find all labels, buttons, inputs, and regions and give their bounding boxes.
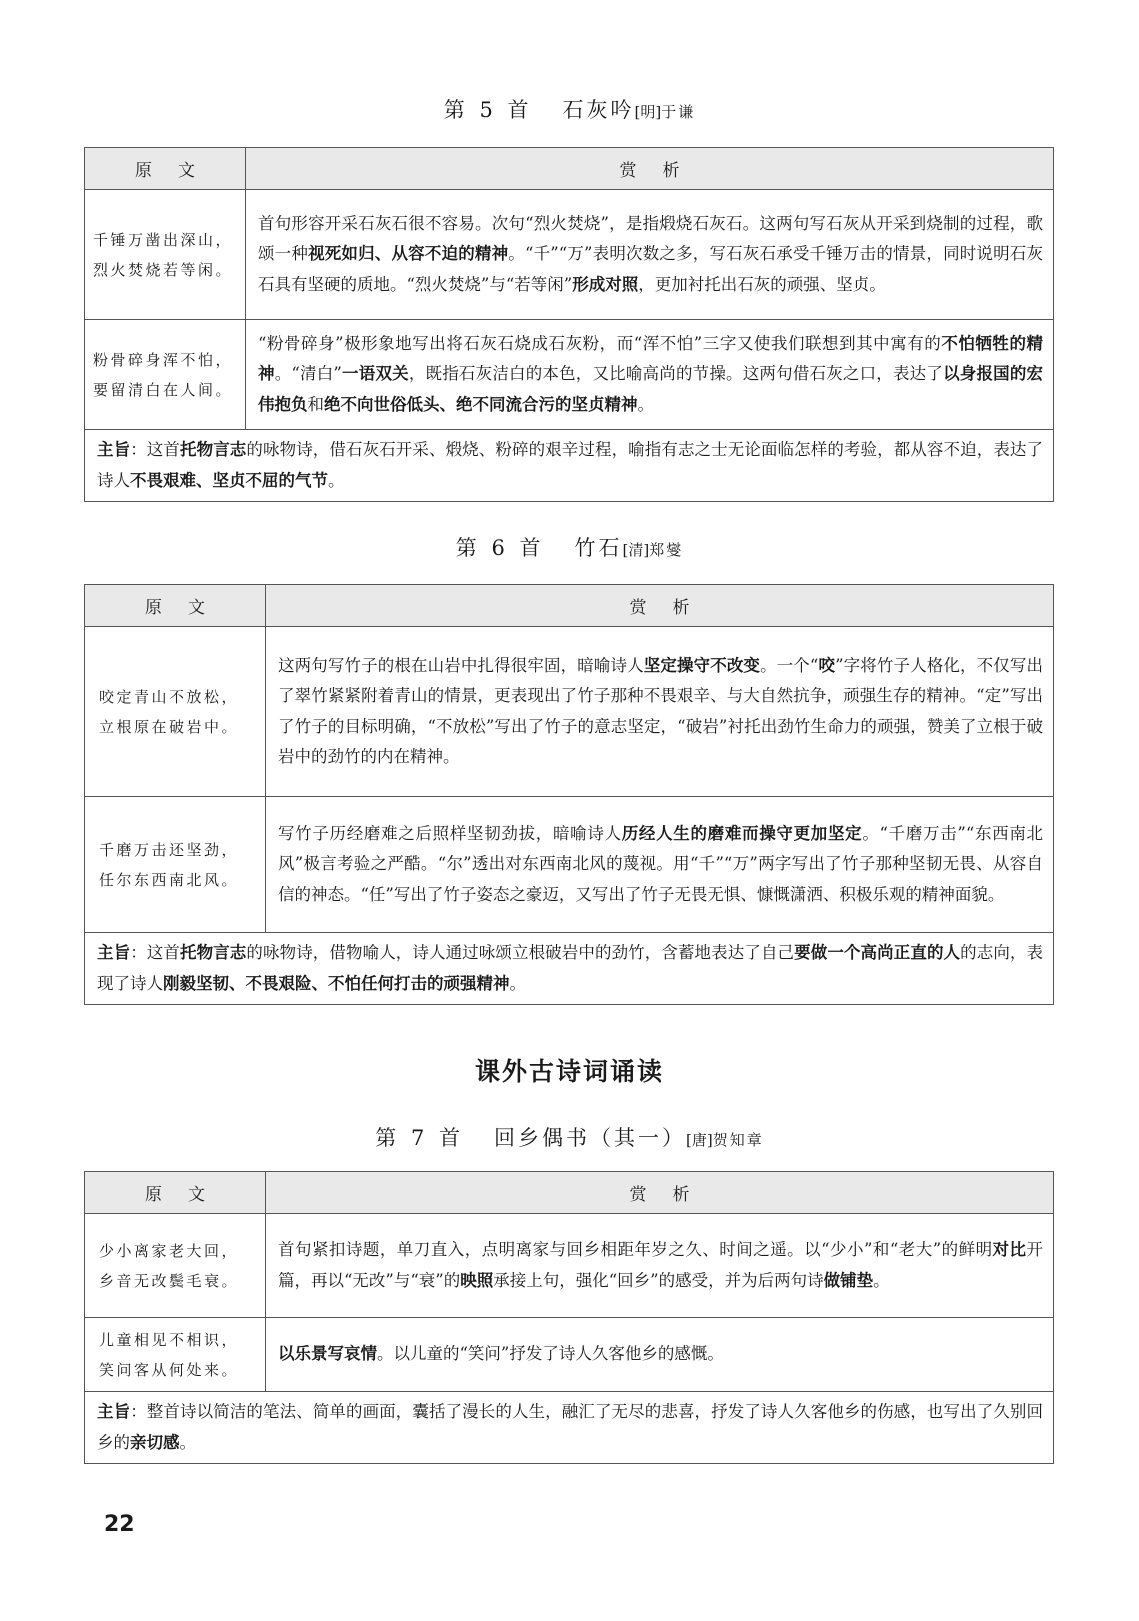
analysis-text	[266, 1318, 1054, 1392]
poem-7-title	[0, 1122, 1139, 1152]
highlight-text: 映照	[460, 1270, 494, 1290]
verse-line: 千磨万击还坚劲，	[99, 840, 240, 859]
verse-line: 乡音无改鬓毛衰。	[99, 1271, 240, 1290]
text-run: ”字将竹子人格化，不仅写出了翠竹紧紧附着青山的情景，更表现出了竹子那种不畏艰辛、与大自然抗争，顽强生存的精神。“定”写出了竹子的目标明确，“不放松”写出了竹子的意志坚定，“破岩”衬托出劲竹生命力的顽强，赞美了立根于破岩中的劲竹的内在精神。	[278, 655, 1044, 766]
text-run: ：整首诗以简洁的笔法、简单的画面，囊括了漫长的人生，融汇了无尽的悲喜，抒发了诗人久客他乡的伤感，也写出了久别回乡的	[97, 1402, 1044, 1452]
text-run: 写竹子历经磨难之后照样坚韧劲拔，暗喻诗人	[278, 823, 622, 843]
table-row	[85, 797, 1054, 933]
text-run: ，更加衬托出石灰的顽强、坚贞。	[638, 274, 886, 294]
text-run: 。以儿童的“笑问”抒发了诗人久客他乡的感慨。	[377, 1344, 724, 1364]
verse-line: 千锤万凿出深山，	[93, 230, 234, 249]
summary-row	[85, 933, 1054, 1005]
verse-line: 任尔东西南北风。	[99, 870, 240, 889]
poem-7-table	[84, 1171, 1054, 1464]
original-text	[85, 320, 246, 430]
text-run: 。“清白”	[274, 364, 342, 384]
header-shangxi: 赏析	[246, 148, 1054, 190]
verse-line: 少小离家老大回，	[99, 1241, 240, 1260]
text-run: 。一个“	[760, 655, 819, 675]
table-row	[85, 1318, 1054, 1392]
table-header-row	[85, 1172, 1054, 1214]
text-run: 。	[509, 973, 526, 993]
poem-name: 竹石	[574, 536, 623, 560]
poem-5-title	[0, 94, 1139, 124]
table-header-row	[85, 148, 1054, 190]
original-text	[85, 797, 266, 933]
text-run: 这两句写竹子的根在山岩中扎得很牢固，暗喻诗人	[278, 655, 644, 675]
poem-number: 第 6 首	[455, 536, 545, 560]
poem-6-table	[84, 584, 1054, 1005]
text-run: 。“千”“万”表明次数之多，写石灰石承受千锤万击的情景，同时说明石灰石具有坚硬的质地。“烈火焚烧”与“若等闲”	[258, 244, 1043, 294]
highlight-text: 以身报国的宏伟抱负	[258, 364, 1044, 414]
header-yuanwen: 原文	[85, 148, 246, 190]
summary-text	[85, 933, 1054, 1005]
text-run: 首句紧扣诗题，单刀直入，点明离家与回乡相距年岁之久、时间之遥。以“少小”和“老大”的鲜明	[278, 1240, 993, 1259]
analysis-text	[266, 627, 1054, 797]
poem-number: 第 7 首	[375, 1126, 464, 1150]
verse-line: 咬定青山不放松，	[99, 687, 240, 706]
poem-name: 石灰吟	[562, 98, 635, 122]
text-run: 开篇，再以“无改”与“衰”的	[278, 1240, 1043, 1290]
summary-text	[85, 430, 1054, 502]
poem-number: 第 5 首	[443, 98, 533, 122]
original-text	[85, 627, 266, 797]
section-title: 课外古诗词诵读	[474, 1057, 664, 1086]
poem-dynasty: [明]	[634, 103, 662, 121]
table-row	[85, 627, 1054, 797]
highlight-text: 不怕牺牲的精神	[258, 333, 1043, 384]
header-shangxi: 赏析	[266, 1172, 1054, 1214]
highlight-text: 以乐景写哀情	[278, 1344, 377, 1364]
highlight-text: 历经人生的磨难而操守更加坚定	[621, 823, 863, 843]
text-run: 的咏物诗，借物喻人，诗人通过咏颂立根破岩中的劲竹，含蓄地表达了自己	[246, 943, 795, 962]
verse-line: 粉骨碎身浑不怕，	[93, 350, 234, 369]
text-run: “粉骨碎身”极形象地写出将石灰石烧成石灰粉，而“浑不怕”三字又使我们联想到其中寓有的	[258, 333, 942, 353]
highlight-text: 对比	[992, 1240, 1027, 1259]
text-run: 。“千磨万击”“东西南北风”极言考验之严酷。“尔”透出对东西南北风的蔑视。用“千”“万”两字写出了竹子那种坚韧无畏、从容自信的神态。“任”写出了竹子姿态之豪迈，又写出了竹子无畏无惧、慷慨潇洒、积极乐观的精神面貌。	[278, 823, 1044, 904]
table-header-row	[85, 585, 1054, 627]
text-run: 的志向，表现了诗人	[97, 943, 1044, 993]
header-yuanwen: 原文	[85, 585, 266, 627]
page-number: 22	[104, 1512, 135, 1537]
text-run: ：这首	[130, 440, 180, 459]
poem-author: 贺知章	[712, 1131, 764, 1149]
highlight-text: 亲切感	[130, 1432, 180, 1452]
original-text	[85, 190, 246, 320]
text-run: 承接上句，强化“回乡”的感受，并为后两句诗	[493, 1270, 824, 1290]
highlight-text: 托物言志	[180, 440, 247, 459]
highlight-text: 绝不向世俗低头、绝不同流合污的坚贞精神	[324, 394, 638, 414]
original-text	[85, 1214, 266, 1318]
summary-row	[85, 430, 1054, 502]
highlight-text: 形成对照	[572, 274, 639, 294]
poem-6-title	[0, 532, 1139, 562]
table-row	[85, 320, 1054, 430]
verse-line: 立根原在破岩中。	[99, 717, 240, 736]
analysis-text	[246, 320, 1054, 430]
analysis-text	[266, 1214, 1054, 1318]
highlight-text: 坚定操守不改变	[643, 655, 761, 675]
highlight-text: 咬	[818, 655, 836, 675]
table-row	[85, 1214, 1054, 1318]
header-shangxi: 赏析	[266, 585, 1054, 627]
summary-text	[85, 1392, 1054, 1464]
text-run: 。	[328, 470, 345, 490]
analysis-text	[246, 190, 1054, 320]
verse-line: 烈火焚烧若等闲。	[93, 260, 234, 279]
text-run: 首句形容开采石灰石很不容易。次句“烈火焚烧”，是指煅烧石灰石。这两句写石灰从开采到烧制的过程，歌颂一种	[258, 213, 1043, 264]
summary-label: 主旨	[97, 943, 131, 962]
summary-row	[85, 1392, 1054, 1464]
verse-line: 笑问客从何处来。	[99, 1360, 240, 1379]
header-yuanwen: 原文	[85, 1172, 266, 1214]
highlight-text: 做铺垫	[823, 1270, 874, 1290]
text-run: 。	[179, 1432, 196, 1452]
summary-label: 主旨	[97, 1402, 131, 1421]
poem-5-table	[84, 147, 1054, 502]
poem-author: 于谦	[661, 103, 696, 121]
text-run: 。	[637, 394, 654, 414]
highlight-text: 托物言志	[180, 943, 247, 962]
text-run: 的咏物诗，借石灰石开采、煅烧、粉碎的艰辛过程，喻指有志之士无论面临怎样的考验，都从容不迫，表达了诗人	[97, 440, 1044, 490]
text-run: ，既指石灰洁白的本色，又比喻高尚的节操。这两句借石灰之口，表达了	[408, 364, 944, 384]
text-run: ：这首	[130, 943, 180, 962]
summary-label: 主旨	[97, 440, 131, 459]
highlight-text: 视死如归、从容不迫的精神	[308, 244, 509, 264]
poem-dynasty: [唐]	[685, 1131, 713, 1149]
highlight-text: 不畏艰难、坚贞不屈的气节	[130, 470, 328, 490]
verse-line: 儿童相见不相识，	[99, 1330, 240, 1349]
poem-dynasty: [清]	[622, 541, 650, 559]
highlight-text: 刚毅坚韧、不畏艰险、不怕任何打击的顽强精神	[163, 973, 510, 993]
poem-name: 回乡偶书（其一）	[493, 1126, 686, 1150]
table-row	[85, 190, 1054, 320]
original-text	[85, 1318, 266, 1392]
analysis-text	[266, 797, 1054, 933]
poem-author: 郑燮	[649, 541, 684, 559]
text-run: 和	[307, 394, 324, 414]
highlight-text: 一语双关	[341, 364, 409, 384]
text-run: 。	[873, 1270, 890, 1290]
highlight-text: 要做一个高尚正直的人	[794, 943, 961, 962]
verse-line: 要留清白在人间。	[93, 380, 234, 399]
